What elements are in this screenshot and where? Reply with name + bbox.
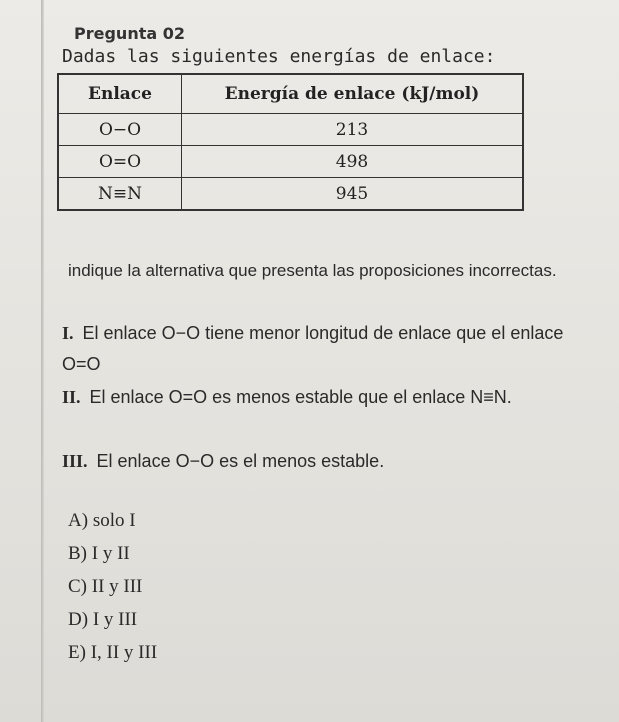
table-header-row xyxy=(58,74,523,114)
table-row xyxy=(58,114,523,146)
option-label: C) xyxy=(68,576,87,597)
header-energy: Energía de enlace (kJ/mol) xyxy=(182,74,524,114)
proposition-2 xyxy=(62,382,602,413)
option-text: I y III xyxy=(92,609,138,630)
question-title: Pregunta 02 xyxy=(74,24,185,43)
header-bond: Enlace xyxy=(58,74,182,114)
proposition-number: III. xyxy=(62,451,88,471)
option-text: I, II y III xyxy=(90,642,158,663)
bond-cell: O=O xyxy=(58,146,182,178)
proposition-1 xyxy=(62,318,602,380)
option-e[interactable] xyxy=(68,642,157,664)
bond-energy-table xyxy=(57,73,524,211)
proposition-text: El enlace O−O tiene menor longitud de enlace que el enlace O=O xyxy=(62,323,564,374)
option-d[interactable] xyxy=(68,609,137,631)
option-label: B) xyxy=(68,543,87,564)
proposition-number: II. xyxy=(62,387,81,407)
option-a[interactable] xyxy=(68,510,136,532)
question-intro: Dadas las siguientes energías de enlace: xyxy=(62,46,496,67)
proposition-text: El enlace O=O es menos estable que el enlace N≡N. xyxy=(89,387,512,407)
bond-cell: O−O xyxy=(58,114,182,146)
proposition-number: I. xyxy=(62,323,74,343)
page-fold-shadow xyxy=(41,0,44,722)
option-c[interactable] xyxy=(68,576,142,598)
question-prompt: indique la alternativa que presenta las proposiciones incorrectas. xyxy=(68,261,557,280)
table-row xyxy=(58,178,523,211)
option-text: solo I xyxy=(92,510,136,531)
proposition-3 xyxy=(62,446,602,477)
option-label: A) xyxy=(68,510,89,531)
energy-cell: 945 xyxy=(182,178,524,211)
option-label: D) xyxy=(68,609,89,630)
energy-cell: 498 xyxy=(182,146,524,178)
bond-cell: N≡N xyxy=(58,178,182,211)
option-text: II y III xyxy=(91,576,143,597)
option-label: E) xyxy=(68,642,86,663)
energy-cell: 213 xyxy=(182,114,524,146)
option-b[interactable] xyxy=(68,543,130,565)
proposition-text: El enlace O−O es el menos estable. xyxy=(96,451,385,471)
table-row xyxy=(58,146,523,178)
option-text: I y II xyxy=(91,543,130,564)
